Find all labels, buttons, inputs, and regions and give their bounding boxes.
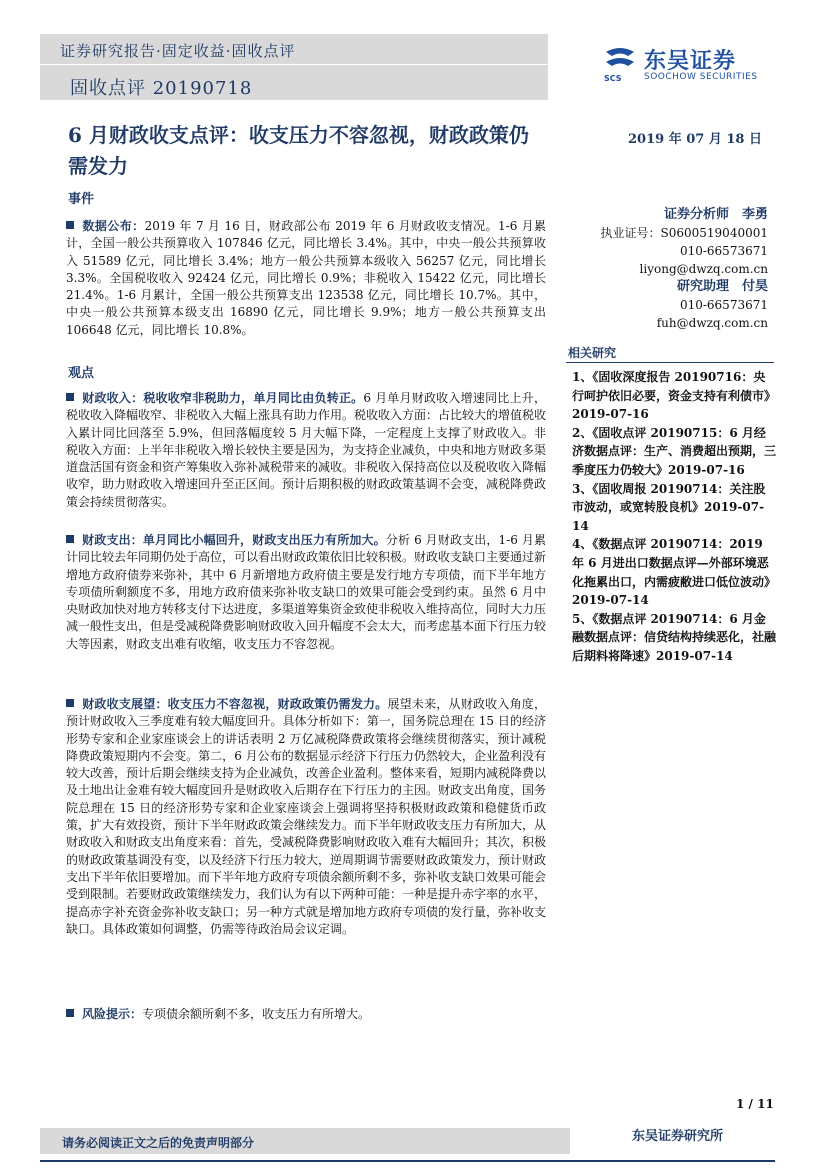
analyst-cert: 执业证号：S0600519040001	[600, 226, 768, 240]
analyst-phone: 010-66573671	[679, 244, 768, 258]
assistant-phone: 010-66573671	[679, 298, 768, 312]
section-view-heading: 观点	[68, 366, 95, 381]
analyst-email[interactable]: liyong@dwzq.com.cn	[639, 262, 768, 276]
event-paragraph	[66, 218, 546, 339]
assistant-email[interactable]: fuh@dwzq.com.cn	[656, 316, 768, 330]
logo-name-en: SOOCHOW SECURITIES	[644, 72, 758, 82]
view-text: 分析 6 月财政支出，1-6 月累计同比较去年同期仍处于高位，可以看出财政政策依旧比较积极。财政收支缺口主要通过新增地方政府债券来弥补，其中 6 月新增地方政府债主要是发行地方专项债，而下半年地方专项债所剩额度不多，用地方政府债来弥补收支缺口的效果可能会受到约束。虽然 6 月中央财政加快对地方转移支付下达进度，多渠道筹集资金致使非税收入维持高位，同时大力压减一般性支出，但是受减税降费影响财政收入回升幅度不会太大，而考虑基本面下行压力较大等因素，财政支出难有收缩，收支压力不容忽视。	[66, 533, 547, 651]
report-title: 6 月财政收支点评：收支压力不容忽视，财政政策仍需发力	[68, 123, 529, 178]
related-item[interactable]: 2、《固收点评 20190715：6 月经济数据点评：生产、消费超出预期，三季度压力仍较大》2019-07-16	[572, 425, 777, 477]
section-event-heading: 事件	[68, 192, 95, 207]
view-lead: 财政收入：税收收窄非税助力，单月同比由负转正。	[82, 391, 364, 405]
company-logo	[602, 44, 772, 86]
related-item[interactable]: 4、《数据点评 20190714：2019 年 6 月进出口数据点评—外部环境恶化拖累出口，内需疲敝进口低位波动》2019-07-14	[572, 537, 777, 608]
analyst-info	[560, 206, 768, 332]
event-lead: 数据公布：	[82, 219, 145, 233]
related-item[interactable]: 5、《数据点评 20190714：6 月金融数据点评：信贷结构持续恶化，社融后期料将降速》2019-07-14	[572, 611, 777, 663]
view-lead: 财政支出：单月同比小幅回升，财政支出压力有所加大。	[82, 533, 386, 547]
related-research-list	[572, 368, 776, 666]
report-date: 2019 年 07 月 18 日	[628, 132, 762, 147]
event-text: 2019 年 7 月 16 日，财政部公布 2019 年 6 月财政收支情况。1-6 月累计，全国一般公共预算收入 107846 亿元，同比增长 3.4%。其中，中央一般公共预算收入 51589 亿元，同比增长 3.4%；地方一般公共预算本级收入 56257 亿元，同比增长 3.3%。全国税收收入 92424 亿元，同比增长 0.9%；非税收入 15422 亿元，同比增长 21.4%。1-6 月累计，全国一般公共预算支出 123538 亿元，同比增长 10.7%。其中，中央一般公共预算本级支出 16890 亿元，同比增长 9.9%；地方一般公共预算支出 106648 亿元，同比增长 10.8%。	[66, 219, 546, 337]
research-institute: 东吴证券研究所	[632, 1129, 724, 1144]
footer-rule	[40, 1160, 775, 1162]
header-divider	[40, 64, 548, 65]
related-item[interactable]: 3、《固收周报 20190714：关注股市波动，或宽转股良机》2019-07-14	[572, 481, 766, 533]
page-number: 1 / 11	[736, 1097, 774, 1111]
related-divider	[566, 362, 774, 363]
view-text: 专项债余额所剩不多，收支压力有所增大。	[142, 1007, 371, 1021]
bullet-icon	[66, 393, 74, 401]
bullet-icon	[66, 699, 74, 707]
bullet-icon	[66, 535, 74, 543]
bullet-icon	[66, 1009, 74, 1017]
assistant-name: 研究助理 付昊	[676, 279, 768, 294]
view-text: 6 月单月财政收入增速同比上升，税收收入降幅收窄、非税收入大幅上涨具有助力作用。税收收入方面：占比较大的增值税收入累计同比回落至 5.9%，但回落幅度较 5 月大幅下降，一定程度上支撑了财政收入。非税收入方面：上半年非税收入增长较快主要是因为，为支持企业减负，中央和地方财政多渠道盘活国有资金和资产筹集收入弥补减税带来的减收。非税收入保持高位以及税收收入降幅收窄，助力财政收入增速回升至正区间。预计后期积极的财政政策基调不会变，减税降费政策会持续贯彻落实。	[66, 391, 547, 509]
view-paragraph-revenue	[66, 390, 546, 511]
logo-name-cn: 东吴证券	[644, 49, 737, 74]
related-research-heading: 相关研究	[568, 346, 617, 360]
report-category: 证券研究报告·固定收益·固收点评	[60, 42, 296, 60]
view-lead: 风险提示：	[82, 1007, 143, 1021]
analyst-name: 证券分析师 李勇	[663, 207, 768, 222]
view-text: 展望未来，从财政收入角度，预计财政收入三季度难有较大幅度回升。具体分析如下：第一，国务院总理在 15 日的经济形势专家和企业家座谈会上的讲话表明 2 万亿减税降费政策将会继续贯彻落实，预计减税降费政策短期内不会变。第二，6 月公布的数据显示经济下行压力仍然较大，企业盈利没有较大改善，预计后期会继续支持为企业减负，改善企业盈利。整体来看，短期内减税降费以及土地出让金难有较大幅度回升是财政收入后期存在下行压力的主因。财政支出角度，国务院总理在 15 日的经济形势专家和企业家座谈会上强调将坚持积极财政政策和稳健货币政策，扩大有效投资，预计下半年财政政策会继续发力。而下半年财政收支压力有所加大，从财政收入和财政支出角度来看：首先，受减税降费影响财政收入难有大幅回升；其次，积极的财政政策基调没有变，以及经济下行压力较大，逆周期调节需要财政政策发力，预计财政支出下半年依旧要增加。而下半年地方政府专项债余额所剩不多，弥补收支缺口效果可能会受到限制。若要财政政策继续发力，我们认为有以下两种可能：一种是提升赤字率的水平，提高赤字补充资金弥补收支缺口；另一种方式就是增加地方政府专项债的发行量，弥补收支缺口。具体政策如何调整，仍需等待政治局会议定调。	[66, 697, 547, 936]
disclaimer-notice: 请务必阅读正文之后的免责声明部分	[62, 1136, 255, 1150]
view-paragraph-expenditure	[66, 532, 546, 653]
related-item[interactable]: 1、《固收深度报告 20190716：央行呵护依旧必要，资金支持有利债市》2019-07-16	[572, 370, 777, 422]
view-paragraph-outlook	[66, 696, 546, 938]
view-paragraph-risk	[66, 1006, 546, 1023]
report-id: 固收点评 20190718	[70, 78, 253, 99]
view-lead: 财政收支展望：收支压力不容忽视，财政政策仍需发力。	[82, 697, 388, 711]
bullet-icon	[66, 221, 74, 229]
logo-abbr: SCS	[604, 74, 622, 83]
